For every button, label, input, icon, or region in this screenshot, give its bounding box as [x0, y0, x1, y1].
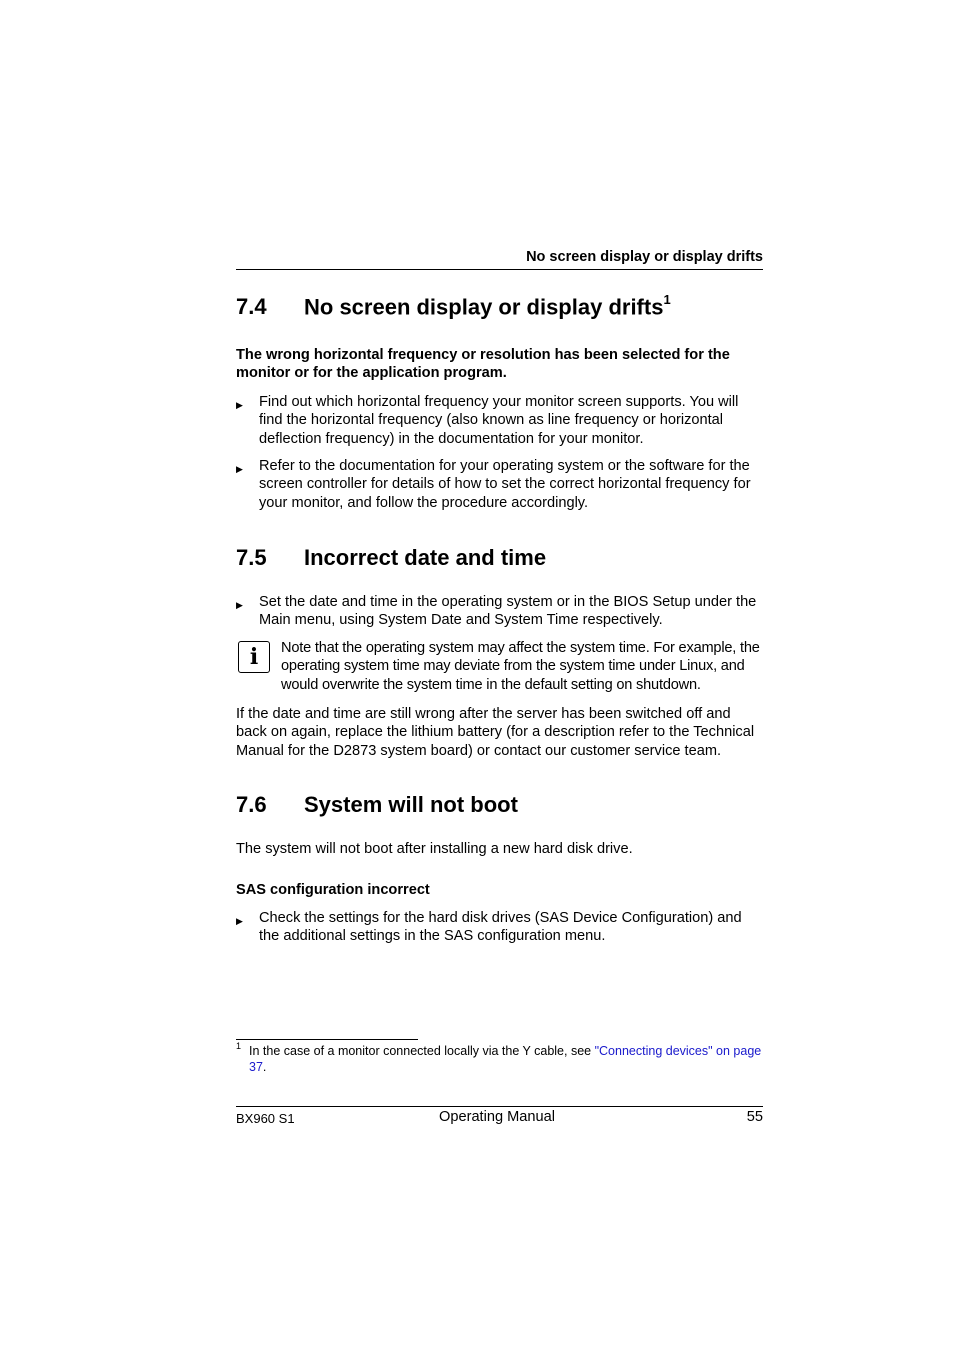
info-icon: i: [238, 641, 270, 673]
footer-product: BX960 S1: [236, 1111, 295, 1126]
bullet-item: ▶ Check the settings for the hard disk drives (SAS Device Configuration) and the additional settings in the SAS configuration menu.: [236, 910, 742, 945]
section-number: 7.6: [236, 792, 267, 817]
section-title: System will not boot: [304, 792, 518, 817]
bullet-item: ▶ Set the date and time in the operating system or in the BIOS Setup under the Main menu, using System Date and System Time respectively.: [236, 594, 757, 629]
bullet-arrow-icon: ▶: [236, 916, 243, 926]
footnote-ref[interactable]: 1: [663, 292, 671, 307]
running-header: No screen display or display drifts: [526, 249, 763, 265]
lead-paragraph: The wrong horizontal frequency or resolution has been selected for the monitor or for the application program.: [236, 347, 730, 382]
footnote-mark: 1: [236, 1041, 242, 1051]
footnote-text: In the case of a monitor connected locally via the Y cable, see "Connecting devices" on page 37.: [249, 1044, 762, 1074]
footnote-rule: [236, 1039, 418, 1040]
bullet-arrow-icon: ▶: [236, 400, 243, 410]
section-heading-7-5: [236, 545, 546, 571]
footnote-link[interactable]: "Connecting devices" on page 37: [249, 1044, 762, 1074]
bullet-item: ▶ Refer to the documentation for your operating system or the software for the screen controller for details of how to set the correct horizontal frequency for your monitor, and follow the procedure accordingly.: [236, 458, 751, 511]
info-note: Note that the operating system may affect the system time. For example, the operating system time may deviate from the system time under Linux, and would overwrite the system time in the default setting on shutdown.: [281, 640, 760, 693]
bullet-item: ▶ Find out which horizontal frequency your monitor screen supports. You will find the horizontal frequency (also known as line frequency or horizontal deflection frequency) in the documentation for your monitor.: [236, 394, 739, 447]
footer-manual-title: Operating Manual: [439, 1109, 556, 1125]
section-heading-7-6: [236, 792, 518, 818]
bullet-arrow-icon: ▶: [236, 600, 243, 610]
footer-rule: [236, 1106, 763, 1107]
section-number: 7.4: [236, 294, 267, 320]
body-paragraph: The system will not boot after installing a new hard disk drive.: [236, 841, 633, 857]
section-number: 7.5: [236, 545, 267, 570]
subheading: SAS configuration incorrect: [236, 882, 430, 898]
section-title: Incorrect date and time: [304, 545, 547, 570]
section-title: No screen display or display drifts: [304, 294, 664, 320]
page-number: 55: [746, 1109, 763, 1125]
header-rule: [236, 269, 763, 270]
section-heading-7-4: [236, 294, 671, 320]
body-paragraph: If the date and time are still wrong after the server has been switched off and back on again, replace the lithium battery (for a description refer to the Technical Manual for the D2873 system board) or contact our customer service team.: [236, 706, 755, 759]
bullet-arrow-icon: ▶: [236, 464, 243, 474]
